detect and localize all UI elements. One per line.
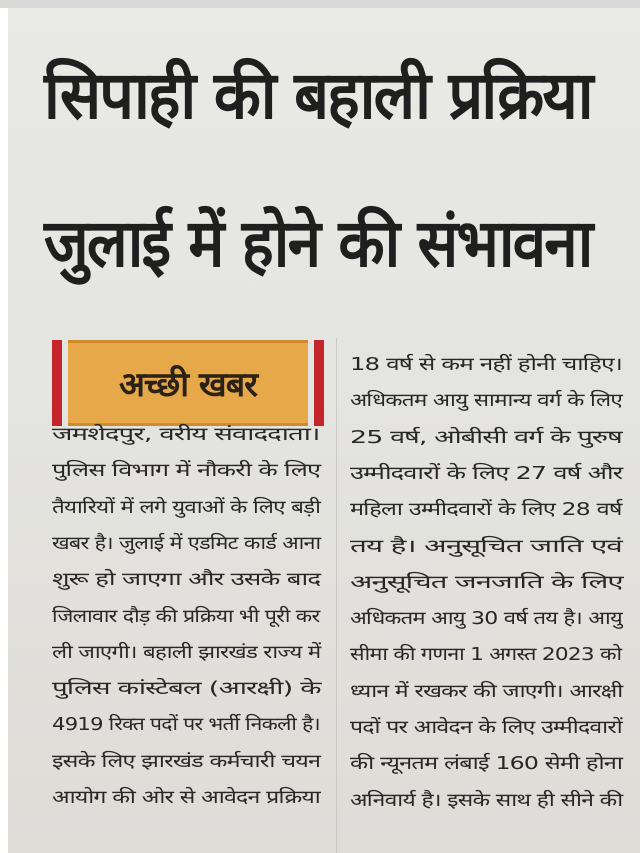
headline-line-1: सिपाही की बहाली प्रक्रिया [44,57,592,134]
newspaper-clipping [8,8,640,853]
column-text-line: आयोग की ओर से आवेदन प्रक्रिया [52,787,321,808]
column-text-line: शुरू हो जाएगा और उसके बाद [52,569,321,591]
kicker-bar-left [52,340,62,426]
column-text-line: ली जाएगी। बहाली झारखंड राज्य में [52,641,321,663]
column-text-line: अनिवार्य है। इसके साथ ही सीने की [350,789,623,811]
column-text-line: पुलिस कांस्टेबल (आरक्षी) के [52,678,321,700]
column-text-line: जिलावार दौड़ की प्रक्रिया भी पूरी कर [52,605,320,627]
column-text-line: अधिकतम आयु 30 वर्ष तय है। आयु [350,608,622,630]
column-text-line: इसके लिए झारखंड कर्मचारी चयन [52,750,321,772]
headline-line-2: जुलाई में होने की संभावना [44,205,592,282]
kicker-label: अच्छी खबर [118,365,258,405]
column-text-line: तय है। अनुसूचित जाति एवं [350,535,622,557]
kicker-box [52,340,324,426]
column-text-line: सीमा की गणना 1 अगस्त 2023 को [350,644,622,666]
column-text-line: 25 वर्ष, ओबीसी वर्ग के पुरुष [350,426,622,448]
column-text-line: ध्यान में रखकर की जाएगी। आरक्षी [350,680,623,702]
kicker-bar-right [314,340,324,426]
column-text-line: अनुसूचित जनजाति के लिए [350,571,623,593]
column-text-line: अधिकतम आयु सामान्य वर्ग के लिए [350,390,623,412]
top-strip [0,0,640,8]
column-text-line: की न्यूनतम लंबाई 160 सेमी होना [350,753,623,775]
column-text-line: उम्मीदवारों के लिए 27 वर्ष और [350,462,623,484]
column-text-line: पदों पर आवेदन के लिए उम्मीदवारों [350,717,622,738]
column-text-line: तैयारियों में लगे युवाओं के लिए बड़ी [52,496,321,518]
column-divider [336,338,337,853]
column-text-line: महिला उम्मीदवारों के लिए 28 वर्ष [350,499,622,521]
kicker-label-box [68,340,308,426]
column-text-line: पुलिस विभाग में नौकरी के लिए [52,460,321,482]
column-text-line: जमशेदपुर, वरीय संवाददाता। [52,424,320,445]
column-text-line: 4919 रिक्त पदों पर भर्ती निकली है। [52,714,320,736]
column-text-line: खबर है। जुलाई में एडमिट कार्ड आना [52,532,321,554]
column-text-line: 18 वर्ष से कम नहीं होनी चाहिए। [350,354,623,375]
